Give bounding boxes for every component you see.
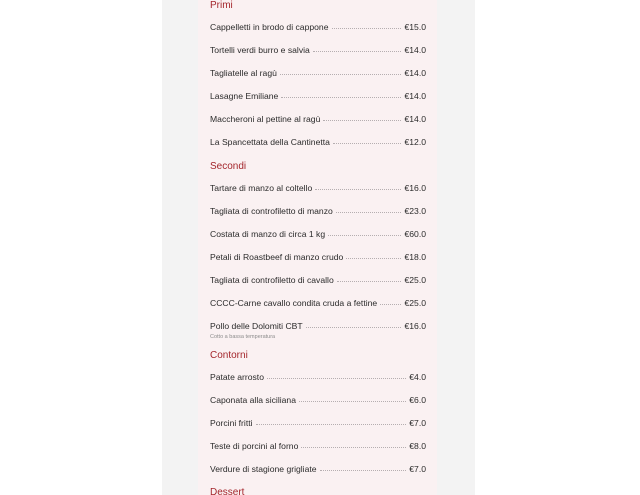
dot-leader	[332, 28, 402, 29]
item-name: Costata di manzo di circa 1 kg	[210, 229, 326, 239]
dot-leader	[280, 74, 402, 75]
dot-leader	[337, 281, 402, 282]
menu-item[interactable]	[210, 87, 426, 101]
dot-leader	[313, 51, 402, 52]
item-price: €7.0	[409, 418, 426, 428]
menu-item[interactable]	[210, 414, 426, 428]
item-name: CCCC-Carne cavallo condita cruda a fettine	[210, 298, 378, 308]
menu-item[interactable]	[210, 179, 426, 193]
item-name: Patate arrosto	[210, 372, 264, 382]
menu-item[interactable]	[210, 18, 426, 32]
item-name: Petali di Roastbeef di manzo crudo	[210, 252, 344, 262]
item-price: €23.0	[404, 206, 426, 216]
item-name: Tagliata di controfiletto di cavallo	[210, 275, 334, 285]
item-name: Porcini fritti	[210, 418, 253, 428]
item-name: La Spancettata della Cantinetta	[210, 137, 330, 147]
menu-item[interactable]	[210, 64, 426, 78]
item-name: Tagliatelle al ragù	[210, 68, 277, 78]
item-price: €14.0	[404, 68, 426, 78]
menu-item[interactable]	[210, 271, 426, 285]
dot-leader	[301, 447, 406, 448]
menu-panel	[198, 0, 437, 495]
dot-leader	[306, 327, 402, 328]
dot-leader	[380, 304, 401, 305]
item-price: €12.0	[404, 137, 426, 147]
menu-item[interactable]	[210, 202, 426, 216]
menu-item[interactable]	[210, 391, 426, 405]
menu-item[interactable]	[210, 460, 426, 474]
item-price: €60.0	[404, 229, 426, 239]
item-name: Tagliata di controfiletto di manzo	[210, 206, 333, 216]
item-name: Teste di porcini al forno	[210, 441, 299, 451]
item-price: €16.0	[404, 183, 426, 193]
dot-leader	[323, 120, 401, 121]
item-name: Cappelletti in brodo di cappone	[210, 22, 329, 32]
item-price: €6.0	[409, 395, 426, 405]
item-name: Lasagne Emiliane	[210, 91, 279, 101]
dot-leader	[256, 424, 407, 425]
item-name: Verdure di stagione grigliate	[210, 464, 317, 474]
section-title-contorni: Contorni	[210, 350, 248, 361]
page-margin-left	[162, 0, 198, 495]
item-price: €14.0	[404, 45, 426, 55]
section-title-primi: Primi	[210, 0, 233, 11]
menu-item[interactable]	[210, 317, 426, 331]
item-name: Caponata alla siciliana	[210, 395, 296, 405]
dot-leader	[267, 378, 406, 379]
item-note: Cotto a bassa temperatura	[210, 334, 276, 340]
dot-leader	[299, 401, 406, 402]
item-price: €14.0	[404, 114, 426, 124]
menu-item[interactable]	[210, 110, 426, 124]
item-price: €15.0	[404, 22, 426, 32]
dot-leader	[320, 470, 407, 471]
dot-leader	[336, 212, 402, 213]
section-title-secondi: Secondi	[210, 161, 247, 172]
dot-leader	[281, 97, 401, 98]
dot-leader	[328, 235, 401, 236]
item-price: €25.0	[404, 298, 426, 308]
dot-leader	[315, 189, 401, 190]
item-name: Tortelli verdi burro e salvia	[210, 45, 310, 55]
menu-item[interactable]	[210, 133, 426, 147]
menu-item[interactable]	[210, 248, 426, 262]
item-price: €4.0	[409, 372, 426, 382]
item-price: €18.0	[404, 252, 426, 262]
item-price: €16.0	[404, 321, 426, 331]
menu-item[interactable]	[210, 294, 426, 308]
item-price: €8.0	[409, 441, 426, 451]
item-name: Maccheroni al pettine al ragù	[210, 114, 321, 124]
menu-item[interactable]	[210, 41, 426, 55]
item-price: €7.0	[409, 464, 426, 474]
dot-leader	[333, 143, 402, 144]
item-name: Tartare di manzo al coltello	[210, 183, 313, 193]
page-margin-right	[437, 0, 475, 495]
item-price: €25.0	[404, 275, 426, 285]
menu-item[interactable]	[210, 368, 426, 382]
item-name: Pollo delle Dolomiti CBT	[210, 321, 303, 331]
section-title-dessert: Dessert	[210, 487, 245, 495]
menu-item[interactable]	[210, 225, 426, 239]
dot-leader	[346, 258, 401, 259]
menu-item[interactable]	[210, 437, 426, 451]
item-price: €14.0	[404, 91, 426, 101]
